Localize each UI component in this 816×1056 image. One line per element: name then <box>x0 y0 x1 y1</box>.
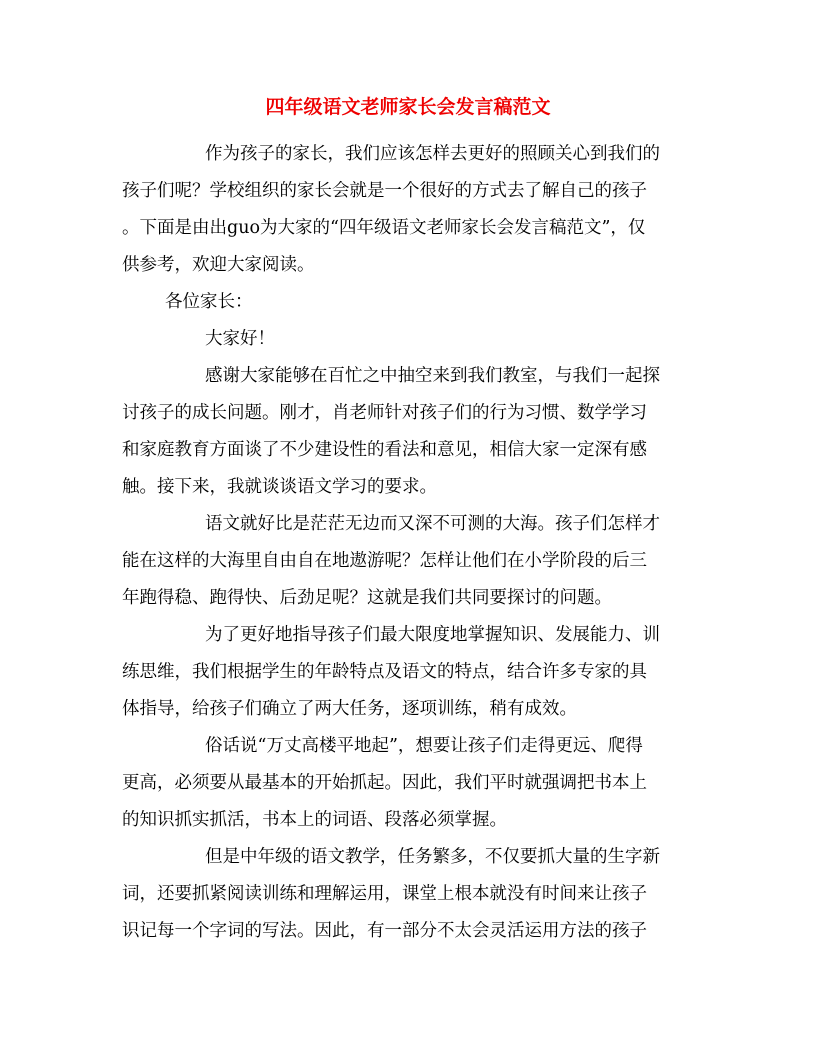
paragraph-line: 为了更好地指导孩子们最大限度地掌握知识、发展能力、训 <box>205 625 660 645</box>
paragraph-line: 能在这样的大海里自由自在地遨游呢？怎样让他们在小学阶段的后三 <box>122 551 647 571</box>
paragraph-line: 触。接下来，我就谈谈语文学习的要求。 <box>122 477 437 497</box>
paragraph-line: 练思维，我们根据学生的年龄特点及语文的特点，结合许多专家的具 <box>122 662 647 682</box>
paragraph-line: 体指导，给孩子们确立了两大任务，逐项训练，稍有成效。 <box>122 699 577 719</box>
paragraph-line: 讨孩子的成长问题。刚才，肖老师针对孩子们的行为习惯、数学学习 <box>122 403 647 423</box>
paragraph-line: 更高，必须要从最基本的开始抓起。因此，我们平时就强调把书本上 <box>122 773 647 793</box>
document-title: 四年级语文老师家长会发言稿范文 <box>265 96 551 118</box>
paragraph-line: 识记每一个字词的写法。因此，有一部分不太会灵活运用方法的孩子 <box>122 921 647 941</box>
paragraph-line: 感谢大家能够在百忙之中抽空来到我们教室，与我们一起探 <box>205 366 660 386</box>
paragraph-line: 词，还要抓紧阅读训练和理解运用，课堂上根本就没有时间来让孩子 <box>122 884 647 904</box>
paragraph-line: 的知识抓实抓活，书本上的词语、段落必须掌握。 <box>122 810 507 830</box>
paragraph-line: 俗话说“万丈高楼平地起”，想要让孩子们走得更远、爬得 <box>205 736 643 756</box>
paragraph-line: 但是中年级的语文教学，任务繁多，不仅要抓大量的生字新 <box>205 847 660 867</box>
paragraph-line: 供参考，欢迎大家阅读。 <box>122 255 315 275</box>
paragraph-line: 。下面是由出guo为大家的“四年级语文老师家长会发言稿范文”，仅 <box>122 218 646 238</box>
paragraph-line: 孩子们呢？学校组织的家长会就是一个很好的方式去了解自己的孩子 <box>122 181 647 201</box>
paragraph-line: 和家庭教育方面谈了不少建设性的看法和意见，相信大家一定深有感 <box>122 440 647 460</box>
paragraph-line: 年跑得稳、跑得快、后劲足呢？这就是我们共同要探讨的问题。 <box>122 588 612 608</box>
paragraph-line: 语文就好比是茫茫无边而又深不可测的大海。孩子们怎样才 <box>205 514 660 534</box>
paragraph-line: 各位家长： <box>165 292 253 312</box>
paragraph-line: 作为孩子的家长，我们应该怎样去更好的照顾关心到我们的 <box>205 144 660 164</box>
paragraph-line: 大家好！ <box>205 329 275 349</box>
